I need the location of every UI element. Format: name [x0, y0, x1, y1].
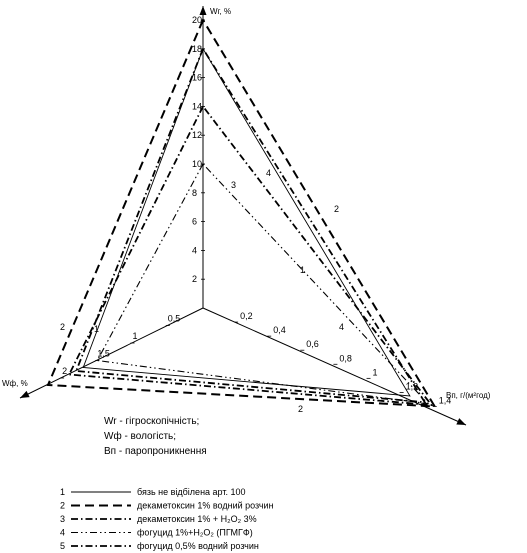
line-number-label: 2 [298, 404, 304, 414]
tick-label: 14 [192, 101, 203, 112]
tick-label: 0,2 [240, 311, 253, 322]
line-number-label: 4 [266, 168, 272, 178]
line-number-label: 1 [300, 265, 306, 275]
tick-label: 1 [372, 367, 378, 378]
tick-label: 20 [192, 15, 203, 25]
series-line-4 [97, 164, 428, 404]
line-number-label: 2 [334, 204, 340, 214]
tick-label: 6 [192, 216, 198, 227]
axis-arrow-wf [20, 391, 30, 398]
tick-label: 8 [192, 187, 198, 198]
legend-item [60, 541, 259, 551]
axis-title-wf: Wф, % [2, 379, 28, 388]
series-line-1 [83, 49, 410, 396]
axis-line-bp [203, 308, 466, 425]
tick-label: 16 [192, 72, 203, 83]
legend-number: 1 [60, 487, 66, 497]
legend-item [60, 501, 274, 511]
tick-label: 2 [192, 274, 198, 285]
axis-arrow-wr [200, 6, 207, 15]
tick-label: 0,5 [167, 313, 181, 324]
line-number-label: 2 [60, 322, 66, 332]
legend [60, 487, 274, 551]
tick-label: 0,8 [339, 353, 352, 364]
line-number-label: 1 [94, 324, 100, 334]
tick-label: 12 [192, 130, 203, 141]
tick-label: 1,5 [97, 348, 110, 359]
legend-number: 2 [60, 500, 66, 511]
legend-number: 3 [60, 514, 66, 524]
tick-label: 1,2 [405, 381, 419, 392]
legend-label: фогуцид 1%+H₂O₂ (ПГМГФ) [137, 527, 253, 538]
note-wf: Wф - вологість; [104, 431, 177, 442]
tick-label: 4 [192, 245, 198, 256]
tick-label: 0,6 [306, 339, 319, 350]
line-number-label: 4 [339, 322, 345, 332]
axis-title-wr: Wг, % [210, 7, 232, 16]
axis-arrow-bp [456, 418, 466, 425]
note-bp: Вп - паропроникнення [104, 446, 207, 457]
legend-label: декаметоксин 1% + H₂O₂ 3% [137, 514, 257, 524]
tick-label: 1,4 [438, 395, 452, 406]
tick-label: 10 [192, 159, 203, 169]
line-number-label: 3 [231, 180, 237, 190]
note-wr: Wr - гігроскопічність; [104, 416, 200, 427]
tick-label: 0,4 [273, 325, 286, 336]
legend-item [60, 487, 246, 497]
series-line-5 [76, 49, 425, 402]
legend-label: бязь не відбілена арт. 100 [137, 487, 246, 497]
legend-label: декаметоксин 1% водний розчин [137, 500, 274, 511]
tick-label: 2 [62, 366, 68, 376]
axis-title-bp: Вп, г/(м²год) [446, 391, 491, 400]
legend-number: 5 [60, 541, 66, 551]
legend-item [60, 514, 257, 524]
legend-item [60, 528, 253, 538]
axis-notes [104, 414, 207, 459]
tick-label: 1 [132, 331, 138, 341]
legend-label: фогуцид 0,5% водний розчин [137, 541, 259, 551]
legend-number: 4 [60, 527, 66, 538]
series-line-3 [69, 106, 431, 405]
tick-label: 18 [192, 43, 203, 54]
